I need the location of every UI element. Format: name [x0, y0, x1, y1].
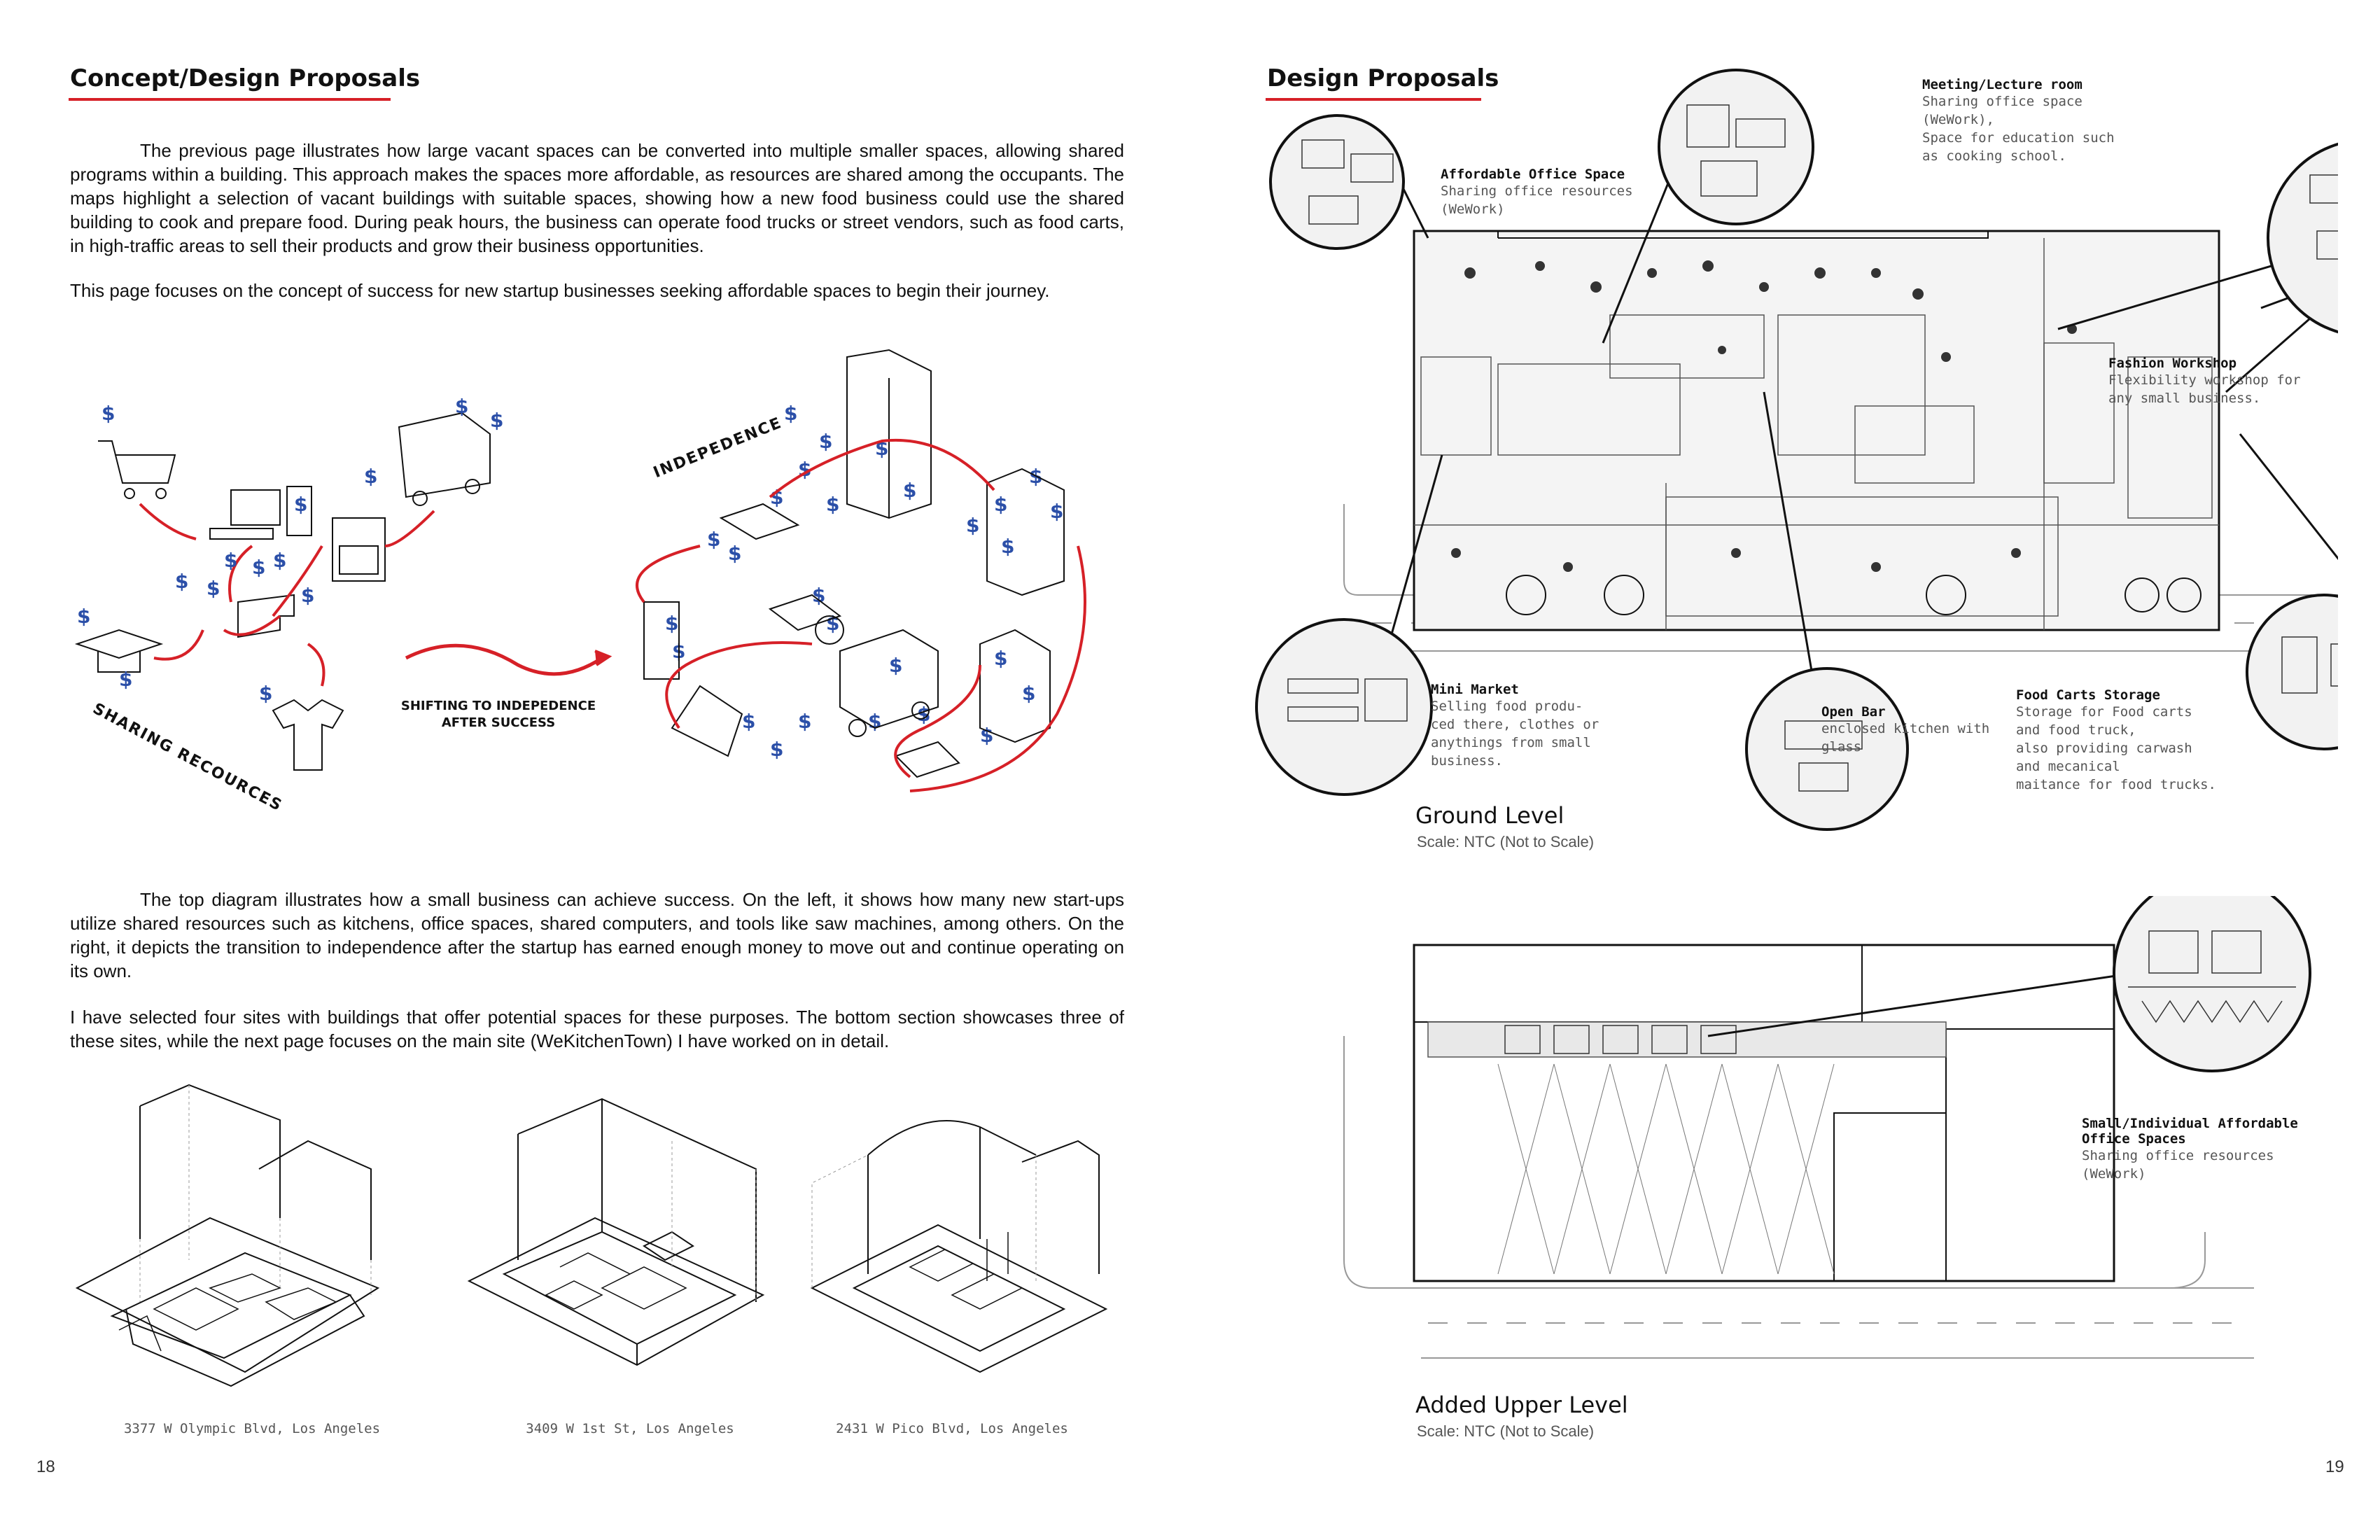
- svg-text:$: $: [994, 647, 1008, 670]
- page-number-right: 19: [2325, 1457, 2344, 1476]
- svg-text:$: $: [819, 430, 833, 453]
- callout-text-line: (WeWork): [1441, 202, 1505, 217]
- callout-text-line: Selling food produ-: [1431, 699, 1583, 714]
- svg-text:$: $: [364, 465, 378, 488]
- site-caption-2: 3409 W 1st St, Los Angeles: [526, 1421, 734, 1436]
- svg-text:$: $: [728, 542, 742, 565]
- callout-text-line: Flexibility workshop for: [2108, 372, 2301, 388]
- svg-text:$: $: [966, 514, 980, 537]
- callout-text-line: Sharing office resources: [1441, 183, 1633, 199]
- callout-text-line: glass: [1821, 739, 1862, 755]
- callout-title: Office Spaces: [2082, 1131, 2186, 1147]
- svg-text:$: $: [455, 395, 469, 418]
- intro-paragraph-1: The previous page illustrates how large vacant spaces can be converted into multiple smaller spaces, allowing shared programs within a building. This approach makes the spaces more affordable, as resources are shared among the occupants. The maps highlight a selection of vacant buildings with suitable spaces, showing how a new food business could use the shared building to cook and prepare food. During peak hours, the business can operate food trucks or street vendors, such as food carts, in high-traffic areas to sell their products and grow their business opportunities.: [70, 140, 1124, 256]
- svg-text:$: $: [102, 402, 115, 425]
- callout-affordable-office: [1441, 167, 1651, 218]
- callout-text-line: also providing carwash: [2016, 741, 2192, 756]
- svg-text:$: $: [868, 710, 882, 733]
- callout-mini-market: [1431, 682, 1606, 770]
- left-page-heading: Concept/Design Proposals: [70, 64, 421, 92]
- callout-title: Food Carts Storage: [2016, 687, 2160, 703]
- intro-paragraph-2: This page focuses on the concept of success for new startup businesses seeking affordable spaces to begin their journey.: [70, 280, 1050, 301]
- svg-text:$: $: [875, 437, 889, 460]
- ground-level-title: Ground Level: [1415, 802, 1564, 829]
- page-number-left: 18: [36, 1457, 55, 1476]
- site-axonometric-3: [798, 1099, 1120, 1386]
- svg-text:$: $: [1022, 682, 1036, 705]
- callout-text-line: enclosed kitchen with: [1821, 721, 1990, 736]
- callout-title: Mini Market: [1431, 682, 1519, 697]
- svg-text:$: $: [889, 654, 903, 677]
- svg-text:$: $: [490, 409, 504, 432]
- body-paragraph-2: I have selected four sites with buildings that offer potential spaces for these purposes. The bottom section showcases three of these sites, while the next page focuses on the main site (WeKitchenTown) I have worked on in detail.: [70, 1007, 1124, 1051]
- svg-text:$: $: [980, 724, 994, 747]
- svg-text:$: $: [1001, 535, 1015, 558]
- callout-text-line: anythings from small: [1431, 735, 1591, 750]
- svg-text:$: $: [119, 668, 133, 691]
- svg-text:$: $: [812, 584, 826, 607]
- callout-small-office: [2082, 1116, 2334, 1183]
- svg-text:$: $: [175, 570, 189, 593]
- svg-text:$: $: [77, 605, 91, 628]
- callout-text-line: and food truck,: [2016, 722, 2136, 738]
- callout-meeting-room: [1922, 77, 2153, 165]
- svg-text:$: $: [798, 710, 812, 733]
- callout-fashion-workshop: [2108, 356, 2339, 407]
- site-axonometric-2: [462, 1092, 770, 1386]
- svg-text:$: $: [224, 549, 238, 572]
- svg-text:$: $: [798, 458, 812, 481]
- ground-level-scale: Scale: NTC (Not to Scale): [1417, 833, 1595, 850]
- site-drawing-3: [798, 1099, 1120, 1386]
- concept-diagram: [70, 336, 1162, 868]
- svg-text:$: $: [301, 584, 315, 607]
- callout-text-line: Storage for Food carts: [2016, 704, 2192, 720]
- svg-text:$: $: [994, 493, 1008, 516]
- svg-text:$: $: [672, 640, 686, 663]
- svg-text:$: $: [206, 577, 220, 600]
- label-independence: INDEPEDENCE: [651, 414, 785, 482]
- callout-text-line: maitance for food trucks.: [2016, 777, 2216, 792]
- site-drawing-1: [70, 1078, 392, 1400]
- callout-text-line: any small business.: [2108, 391, 2261, 406]
- site-caption-3: 2431 W Pico Blvd, Los Angeles: [836, 1421, 1068, 1436]
- upper-level-scale: Scale: NTC (Not to Scale): [1417, 1422, 1595, 1440]
- svg-text:$: $: [826, 493, 840, 516]
- callout-title: Fashion Workshop: [2108, 356, 2237, 371]
- svg-text:$: $: [259, 682, 273, 705]
- svg-text:$: $: [770, 486, 784, 509]
- svg-text:$: $: [903, 479, 917, 502]
- callout-food-carts-storage: [2016, 687, 2240, 794]
- upper-level-title: Added Upper Level: [1415, 1392, 1628, 1418]
- svg-text:$: $: [273, 549, 287, 572]
- svg-text:$: $: [742, 710, 756, 733]
- callout-title: Open Bar: [1821, 704, 1886, 720]
- left-heading-underline: [69, 98, 391, 101]
- svg-text:$: $: [294, 493, 308, 516]
- label-sharing-resources: SHARING RECOURCES: [90, 700, 286, 816]
- callout-text-line: Sharing office space: [1922, 94, 2082, 109]
- callout-title: Affordable Office Space: [1441, 167, 1625, 182]
- callout-text-line: Space for education such: [1922, 130, 2115, 146]
- site-drawing-2: [462, 1092, 770, 1386]
- svg-text:$: $: [1050, 500, 1064, 523]
- callout-text-line: as cooking school.: [1922, 148, 2066, 164]
- site-axonometric-1: [70, 1078, 392, 1400]
- right-page-heading: Design Proposals: [1267, 64, 1499, 92]
- label-shifting-line-1: SHIFTING TO INDEPEDENCE: [400, 699, 596, 713]
- svg-text:$: $: [665, 612, 679, 635]
- body-paragraph-1: The top diagram illustrates how a small business can achieve success. On the left, it shows how many new start-ups utilize shared resources such as kitchens, office spaces, shared computers, and tools like saw machines, among others. On the right, it depicts the transition to independence after the startup has earned enough money to move out and continue operating on its own.: [70, 889, 1124, 981]
- callout-text-line: (WeWork),: [1922, 112, 1994, 127]
- callout-text-line: ced there, clothes or: [1431, 717, 1600, 732]
- svg-text:$: $: [917, 703, 931, 726]
- callout-text-line: business.: [1431, 753, 1503, 769]
- svg-text:$: $: [770, 738, 784, 761]
- svg-text:$: $: [784, 402, 798, 425]
- svg-text:$: $: [826, 612, 840, 635]
- svg-text:$: $: [1029, 465, 1043, 488]
- callout-title: Small/Individual Affordable: [2082, 1116, 2298, 1131]
- label-shifting-line-2: AFTER SUCCESS: [441, 715, 556, 730]
- callout-title: Meeting/Lecture room: [1922, 77, 2082, 92]
- svg-text:$: $: [707, 528, 721, 551]
- callout-text-line: Sharing office resources (WeWork): [2082, 1148, 2274, 1182]
- callout-open-bar: [1821, 704, 2031, 756]
- svg-text:$: $: [252, 556, 266, 579]
- callout-text-line: and mecanical: [2016, 759, 2120, 774]
- site-caption-1: 3377 W Olympic Blvd, Los Angeles: [123, 1421, 381, 1436]
